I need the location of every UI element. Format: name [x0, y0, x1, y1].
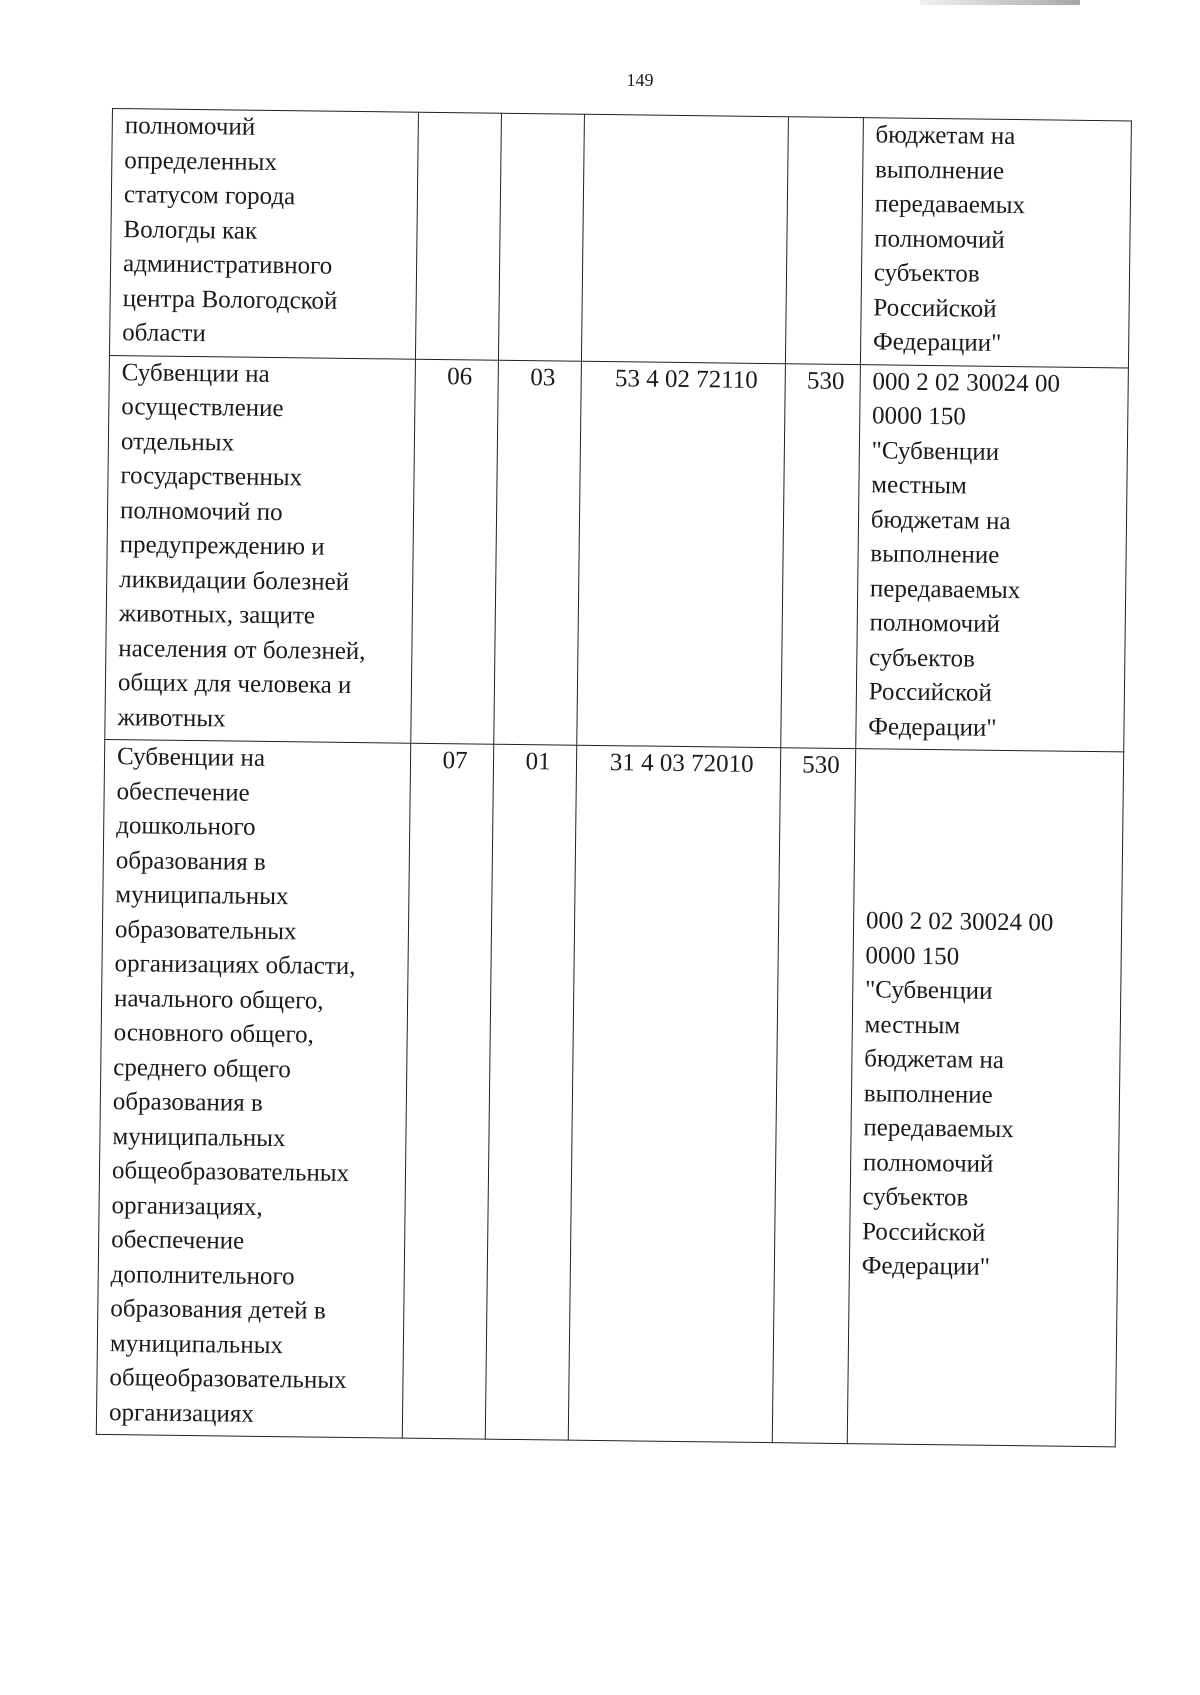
subsection-cell [499, 113, 585, 360]
row-name-cell [105, 355, 416, 743]
cell-text-line: Субвенции на [116, 743, 266, 772]
expense-type-cell [786, 117, 864, 364]
cell-text-line: бюджетам на [864, 1045, 1005, 1075]
cell-text-line: "Субвенции [864, 976, 993, 1006]
cell-text-line: субъектов [868, 643, 976, 673]
cell-text-line: 000 2 02 30024 00 [865, 907, 1054, 937]
revenue-source-cell [856, 364, 1129, 752]
cell-text-line: обеспечение [116, 777, 250, 807]
section-cell: 07 [402, 743, 494, 1439]
cell-text-line: Федерации" [872, 328, 1002, 357]
cell-text-line: дополнительного [110, 1260, 295, 1290]
cell-text-line: организациях области, [114, 950, 356, 981]
cell-text-line: образования детей в [110, 1295, 326, 1325]
cell-text-line: "Субвенции [871, 436, 1000, 466]
cell-text-line: Российской [873, 293, 997, 323]
cell-text-line: образования в [112, 1088, 263, 1117]
table-row [105, 355, 1129, 752]
cell-text-line: общеобразовательных [111, 1157, 350, 1187]
target-article-cell: 31 4 03 72010 [568, 745, 780, 1442]
cell-text-line: передаваемых [874, 190, 1026, 220]
cell-text-line: предупреждению и [119, 531, 325, 561]
cell-text-line: образовательных [114, 915, 297, 945]
cell-text-line: общеобразовательных [109, 1364, 347, 1394]
expense-type-cell: 530 [781, 363, 860, 748]
cell-text-line: начального общего, [113, 984, 324, 1015]
cell-text-line: передаваемых [863, 1114, 1014, 1144]
subsection-cell: 01 [485, 744, 577, 1440]
cell-text-line: муниципальных [112, 1122, 286, 1152]
cell-text-line: 000 2 02 30024 00 [872, 367, 1061, 398]
cell-text-line: Субвенции на [121, 358, 270, 388]
cell-text-line: субъектов [873, 259, 980, 288]
section-cell: 06 [411, 359, 499, 744]
cell-text-line: государственных [120, 462, 303, 492]
cell-text-line: основного общего, [113, 1019, 314, 1049]
cell-text-line: Федерации" [861, 1252, 991, 1282]
cell-text-line: организациях [108, 1398, 255, 1428]
section-cell [415, 112, 501, 359]
cell-text-line: организациях, [111, 1191, 263, 1221]
expense-type-cell: 530 [772, 748, 855, 1444]
cell-text-line: субъектов [862, 1183, 969, 1212]
cell-text-line: полномочий по [119, 496, 283, 526]
cell-text-line: полномочий [862, 1149, 994, 1178]
cell-text-line: центра Вологодской [122, 284, 338, 315]
cell-text-line: среднего общего [113, 1053, 292, 1083]
cell-text-line: передаваемых [869, 574, 1021, 604]
cell-text-line: выполнение [874, 155, 1005, 185]
cell-text-line: Российской [868, 678, 993, 707]
cell-text-line: выполнение [863, 1080, 993, 1109]
revenue-source-cell [847, 749, 1124, 1447]
cell-text-line: местным [871, 471, 967, 500]
cell-text-line: бюджетам на [875, 121, 1016, 151]
cell-text-line: общих для человека и [117, 669, 352, 699]
cell-text-line: обеспечение [111, 1226, 245, 1255]
cell-text-line: образования в [115, 846, 266, 876]
cell-text-line: Российской [861, 1217, 986, 1247]
cell-text-line: осуществление [121, 393, 284, 423]
table-row [109, 109, 1131, 368]
cell-text-line: 0000 150 [865, 942, 960, 971]
cell-text-line: местным [864, 1011, 961, 1040]
cell-text-line: ликвидации болезней [119, 565, 350, 596]
cell-text-line: области [122, 319, 206, 348]
cell-text-line: бюджетам на [870, 505, 1011, 535]
cell-text-line: животных, защите [118, 600, 316, 630]
row-name-cell [96, 739, 410, 1438]
cell-text-line: выполнение [870, 540, 1000, 569]
cell-text-line: Вологды как [123, 215, 258, 245]
cell-text-line: полномочий [874, 224, 1005, 254]
cell-text-line: населения от болезней, [118, 634, 366, 665]
cell-text-line: 0000 150 [871, 402, 966, 431]
target-article-cell: 53 4 02 72110 [577, 361, 786, 748]
cell-text-line: статусом города [123, 181, 296, 211]
target-article-cell [582, 114, 789, 363]
table-row [96, 739, 1123, 1446]
subsection-cell: 03 [494, 360, 582, 745]
page-number: 149 [626, 70, 654, 90]
cell-text-line: дошкольного [116, 812, 256, 841]
revenue-source-cell [860, 118, 1131, 368]
cell-text-line: отдельных [120, 427, 235, 457]
cell-text-line: Федерации" [868, 712, 997, 742]
budget-table [96, 108, 1132, 1447]
cell-text-line: полномочий [869, 609, 1001, 638]
cell-text-line: муниципальных [109, 1329, 284, 1359]
cell-text-line: полномочий [124, 112, 256, 141]
cell-text-line: административного [122, 250, 333, 280]
row-name-cell [109, 109, 418, 359]
scan-edge-mark [920, 0, 1080, 5]
cell-text-line: определенных [124, 146, 278, 176]
cell-text-line: животных [117, 703, 226, 732]
cell-text-line: муниципальных [115, 881, 289, 911]
